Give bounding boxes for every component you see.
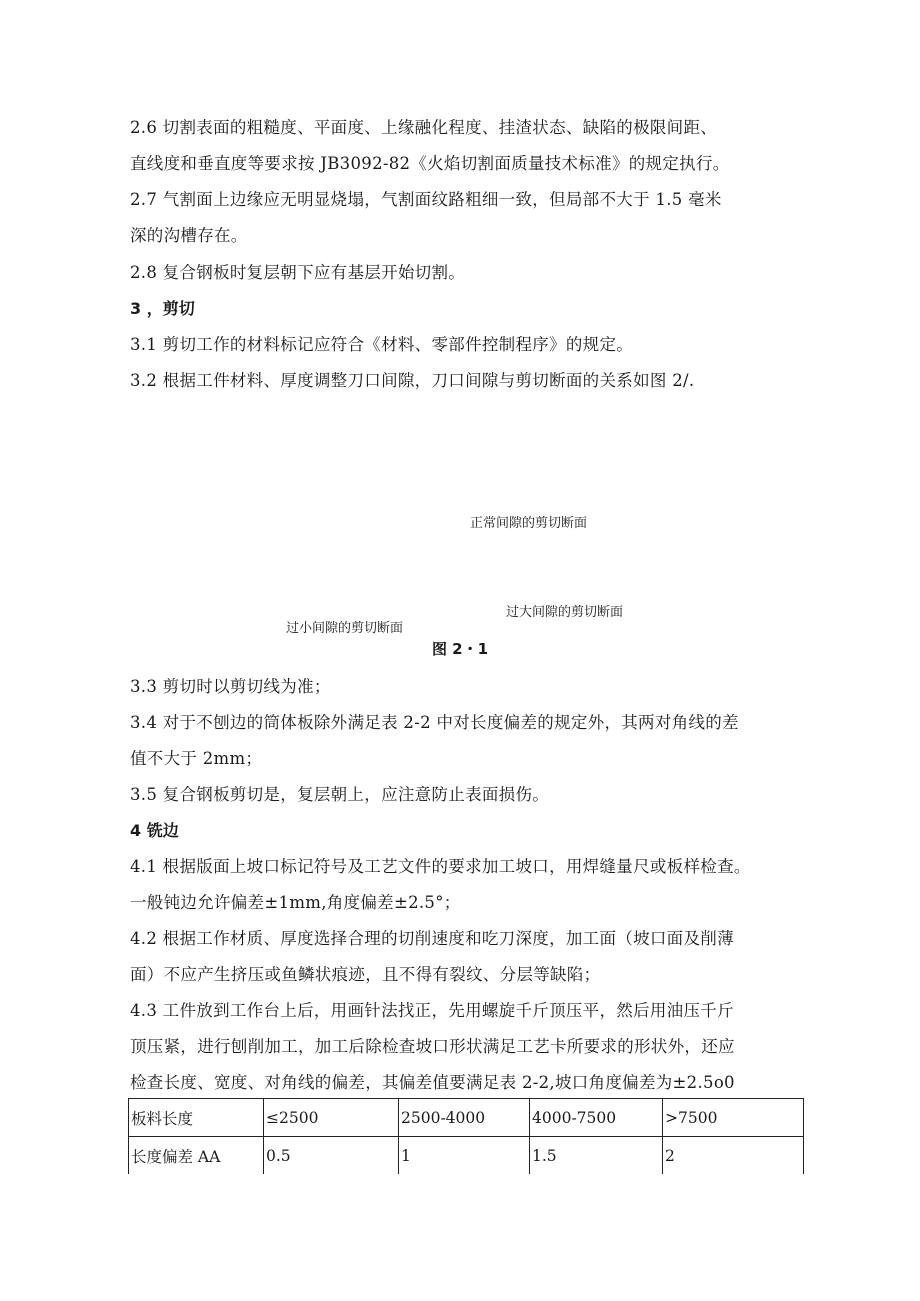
para-4-3-line-1: 4.3 工件放到工作台上后，用画针法找正，先用螺旋千斤顶压平，然后用油压千斤 [130, 1001, 734, 1020]
table-cell: 2500-4000 [399, 1099, 530, 1137]
para-2-7-line-2: 深的沟槽存在。 [130, 226, 248, 245]
table-cell: 长度偏差 AA [129, 1137, 264, 1175]
table-cell: ≤2500 [264, 1099, 399, 1137]
table-cell: 0.5 [264, 1137, 399, 1175]
para-4-2-line-2: 面）不应产生挤压或鱼鳞状痕迹，且不得有裂纹、分层等缺陷； [130, 965, 601, 984]
para-4-1-line-2: 一般钝边允许偏差±1mm,角度偏差±2.5°； [130, 893, 461, 912]
para-2-8: 2.8 复合钢板时复层朝下应有基层开始切割。 [130, 263, 466, 282]
para-2-6-line-2: 直线度和垂直度等要求按 JB3092-82《火焰切割面质量技术标准》的规定执行。 [130, 154, 730, 173]
para-3-1: 3.1 剪切工作的材料标记应符合《材料、零部件控制程序》的规定。 [130, 335, 634, 354]
table-cell: 1.5 [530, 1137, 663, 1175]
figure-label-small-gap: 过小间隙的剪切断面 [286, 621, 404, 636]
table-cell: 板料长度 [129, 1099, 264, 1137]
para-3-3: 3.3 剪切时以剪切线为准； [130, 677, 331, 696]
table-cell: 1 [399, 1137, 530, 1175]
para-3-4-line-1: 3.4 对于不刨边的筒体板除外满足表 2-2 中对长度偏差的规定外，其两对角线的差 [130, 713, 739, 732]
para-3-5: 3.5 复合钢板剪切是，复层朝上，应注意防止表面损伤。 [130, 785, 550, 804]
figure-label-large-gap: 过大间隙的剪切断面 [506, 605, 624, 620]
table-cell: 4000-7500 [530, 1099, 663, 1137]
para-4-1-line-1: 4.1 根据版面上坡口标记符号及工艺文件的要求加工坡口，用焊缝量尺或板样检查。 [130, 857, 751, 876]
figure-caption: 图 2・1 [431, 640, 489, 658]
para-3-2: 3.2 根据工件材料、厚度调整刀口间隙，刀口间隙与剪切断面的关系如图 2/. [130, 371, 695, 390]
tolerance-table [128, 1098, 804, 1174]
table-cell: 2 [663, 1137, 804, 1175]
section-4-heading: 4 铣边 [130, 821, 179, 840]
table-row [129, 1137, 804, 1175]
table-header-row [129, 1099, 804, 1137]
para-2-6-line-1: 2.6 切割表面的粗糙度、平面度、上缘融化程度、挂渣状态、缺陷的极限间距、 [130, 118, 718, 137]
para-3-4-line-2: 值不大于 2mm； [130, 749, 263, 768]
section-3-heading: 3 ，剪切 [130, 299, 195, 318]
figure-label-normal-gap: 正常间隙的剪切断面 [470, 516, 588, 531]
para-4-3-line-3: 检查长度、宽度、对角线的偏差，其偏差值要满足表 2-2,坡口角度偏差为±2.5o0 [130, 1073, 735, 1092]
table-cell: >7500 [663, 1099, 804, 1137]
para-4-3-line-2: 顶压紧，进行刨削加工，加工后除检查坡口形状满足工艺卡所要求的形状外，还应 [130, 1037, 735, 1056]
para-4-2-line-1: 4.2 根据工作材质、厚度选择合理的切削速度和吃刀深度，加工面（坡口面及削薄 [130, 929, 734, 948]
para-2-7-line-1: 2.7 气割面上边缘应无明显烧塌，气割面纹路粗细一致，但局部不大于 1.5 毫米 [130, 190, 722, 209]
